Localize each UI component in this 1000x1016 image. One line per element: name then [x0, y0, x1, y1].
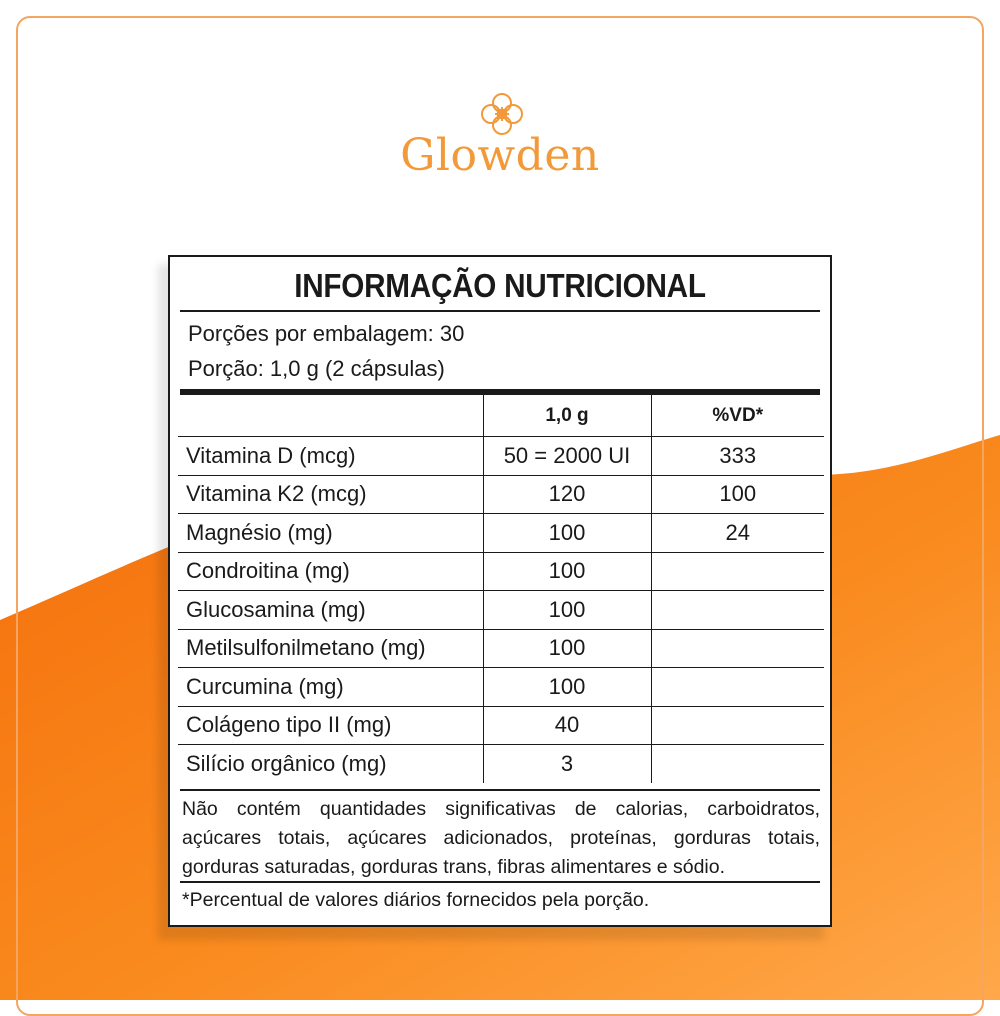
nutrient-amount: 100: [483, 668, 651, 707]
nutrient-name: Condroitina (mg): [178, 552, 483, 591]
nutrient-amount: 100: [483, 552, 651, 591]
disclaimer-text: Não contém quantidades significativas de calorias, carboidratos, açúcares totais, açúcares adicionados, proteínas, gorduras totais, gorduras saturadas, gorduras trans, fibras alimentares e sódio.: [182, 798, 820, 878]
nutrient-dv: 24: [651, 514, 824, 553]
nutrient-name: Vitamina K2 (mcg): [178, 475, 483, 514]
nutrient-dv: 333: [651, 437, 824, 476]
table-row: [178, 745, 824, 783]
nutrient-name: Colágeno tipo II (mg): [178, 706, 483, 745]
table-row: [178, 514, 824, 553]
table-row: [178, 668, 824, 707]
nutrient-dv: [651, 706, 824, 745]
nutrient-amount: 3: [483, 745, 651, 783]
table-row: [178, 591, 824, 630]
footnote-text: *Percentual de valores diários fornecidos pela porção.: [182, 889, 650, 911]
nutrient-dv: [651, 668, 824, 707]
nutrient-amount: 120: [483, 475, 651, 514]
nutrient-dv: [651, 591, 824, 630]
table-row: [178, 552, 824, 591]
nutrient-dv: [651, 745, 824, 783]
column-header-nutrient: [178, 395, 483, 437]
column-header-dv: %VD*: [651, 395, 824, 437]
nutrient-amount: 50 = 2000 UI: [483, 437, 651, 476]
table-bottom-rule: [180, 789, 820, 791]
nutrient-name: Metilsulfonilmetano (mg): [178, 629, 483, 668]
nutrient-amount: 100: [483, 591, 651, 630]
title-rule: [180, 310, 820, 312]
nutrient-dv: [651, 629, 824, 668]
nutrient-dv: 100: [651, 475, 824, 514]
nutrient-name: Glucosamina (mg): [178, 591, 483, 630]
brand-name: Glowden: [400, 130, 600, 181]
nutrition-facts-panel: [168, 255, 832, 927]
nutrient-amount: 100: [483, 514, 651, 553]
nutrient-name: Curcumina (mg): [178, 668, 483, 707]
table-row: [178, 629, 824, 668]
column-header-amount: 1,0 g: [483, 395, 651, 437]
nutrient-amount: 100: [483, 629, 651, 668]
footnote-rule: [180, 881, 820, 883]
serving-size: Porção: 1,0 g (2 cápsulas): [188, 356, 445, 381]
nutrient-amount: 40: [483, 706, 651, 745]
nutrient-name: Vitamina D (mcg): [178, 437, 483, 476]
brand-logo: [380, 92, 620, 192]
nutrient-name: Magnésio (mg): [178, 514, 483, 553]
table-row: [178, 706, 824, 745]
table-row: [178, 437, 824, 476]
nutrient-dv: [651, 552, 824, 591]
table-header-row: [178, 395, 824, 437]
nutrient-name: Silício orgânico (mg): [186, 750, 387, 776]
panel-title: INFORMAÇÃO NUTRICIONAL: [294, 267, 706, 304]
servings-per-package: Porções por embalagem: 30: [188, 321, 465, 346]
table-row: [178, 475, 824, 514]
nutrients-table: [178, 395, 824, 783]
